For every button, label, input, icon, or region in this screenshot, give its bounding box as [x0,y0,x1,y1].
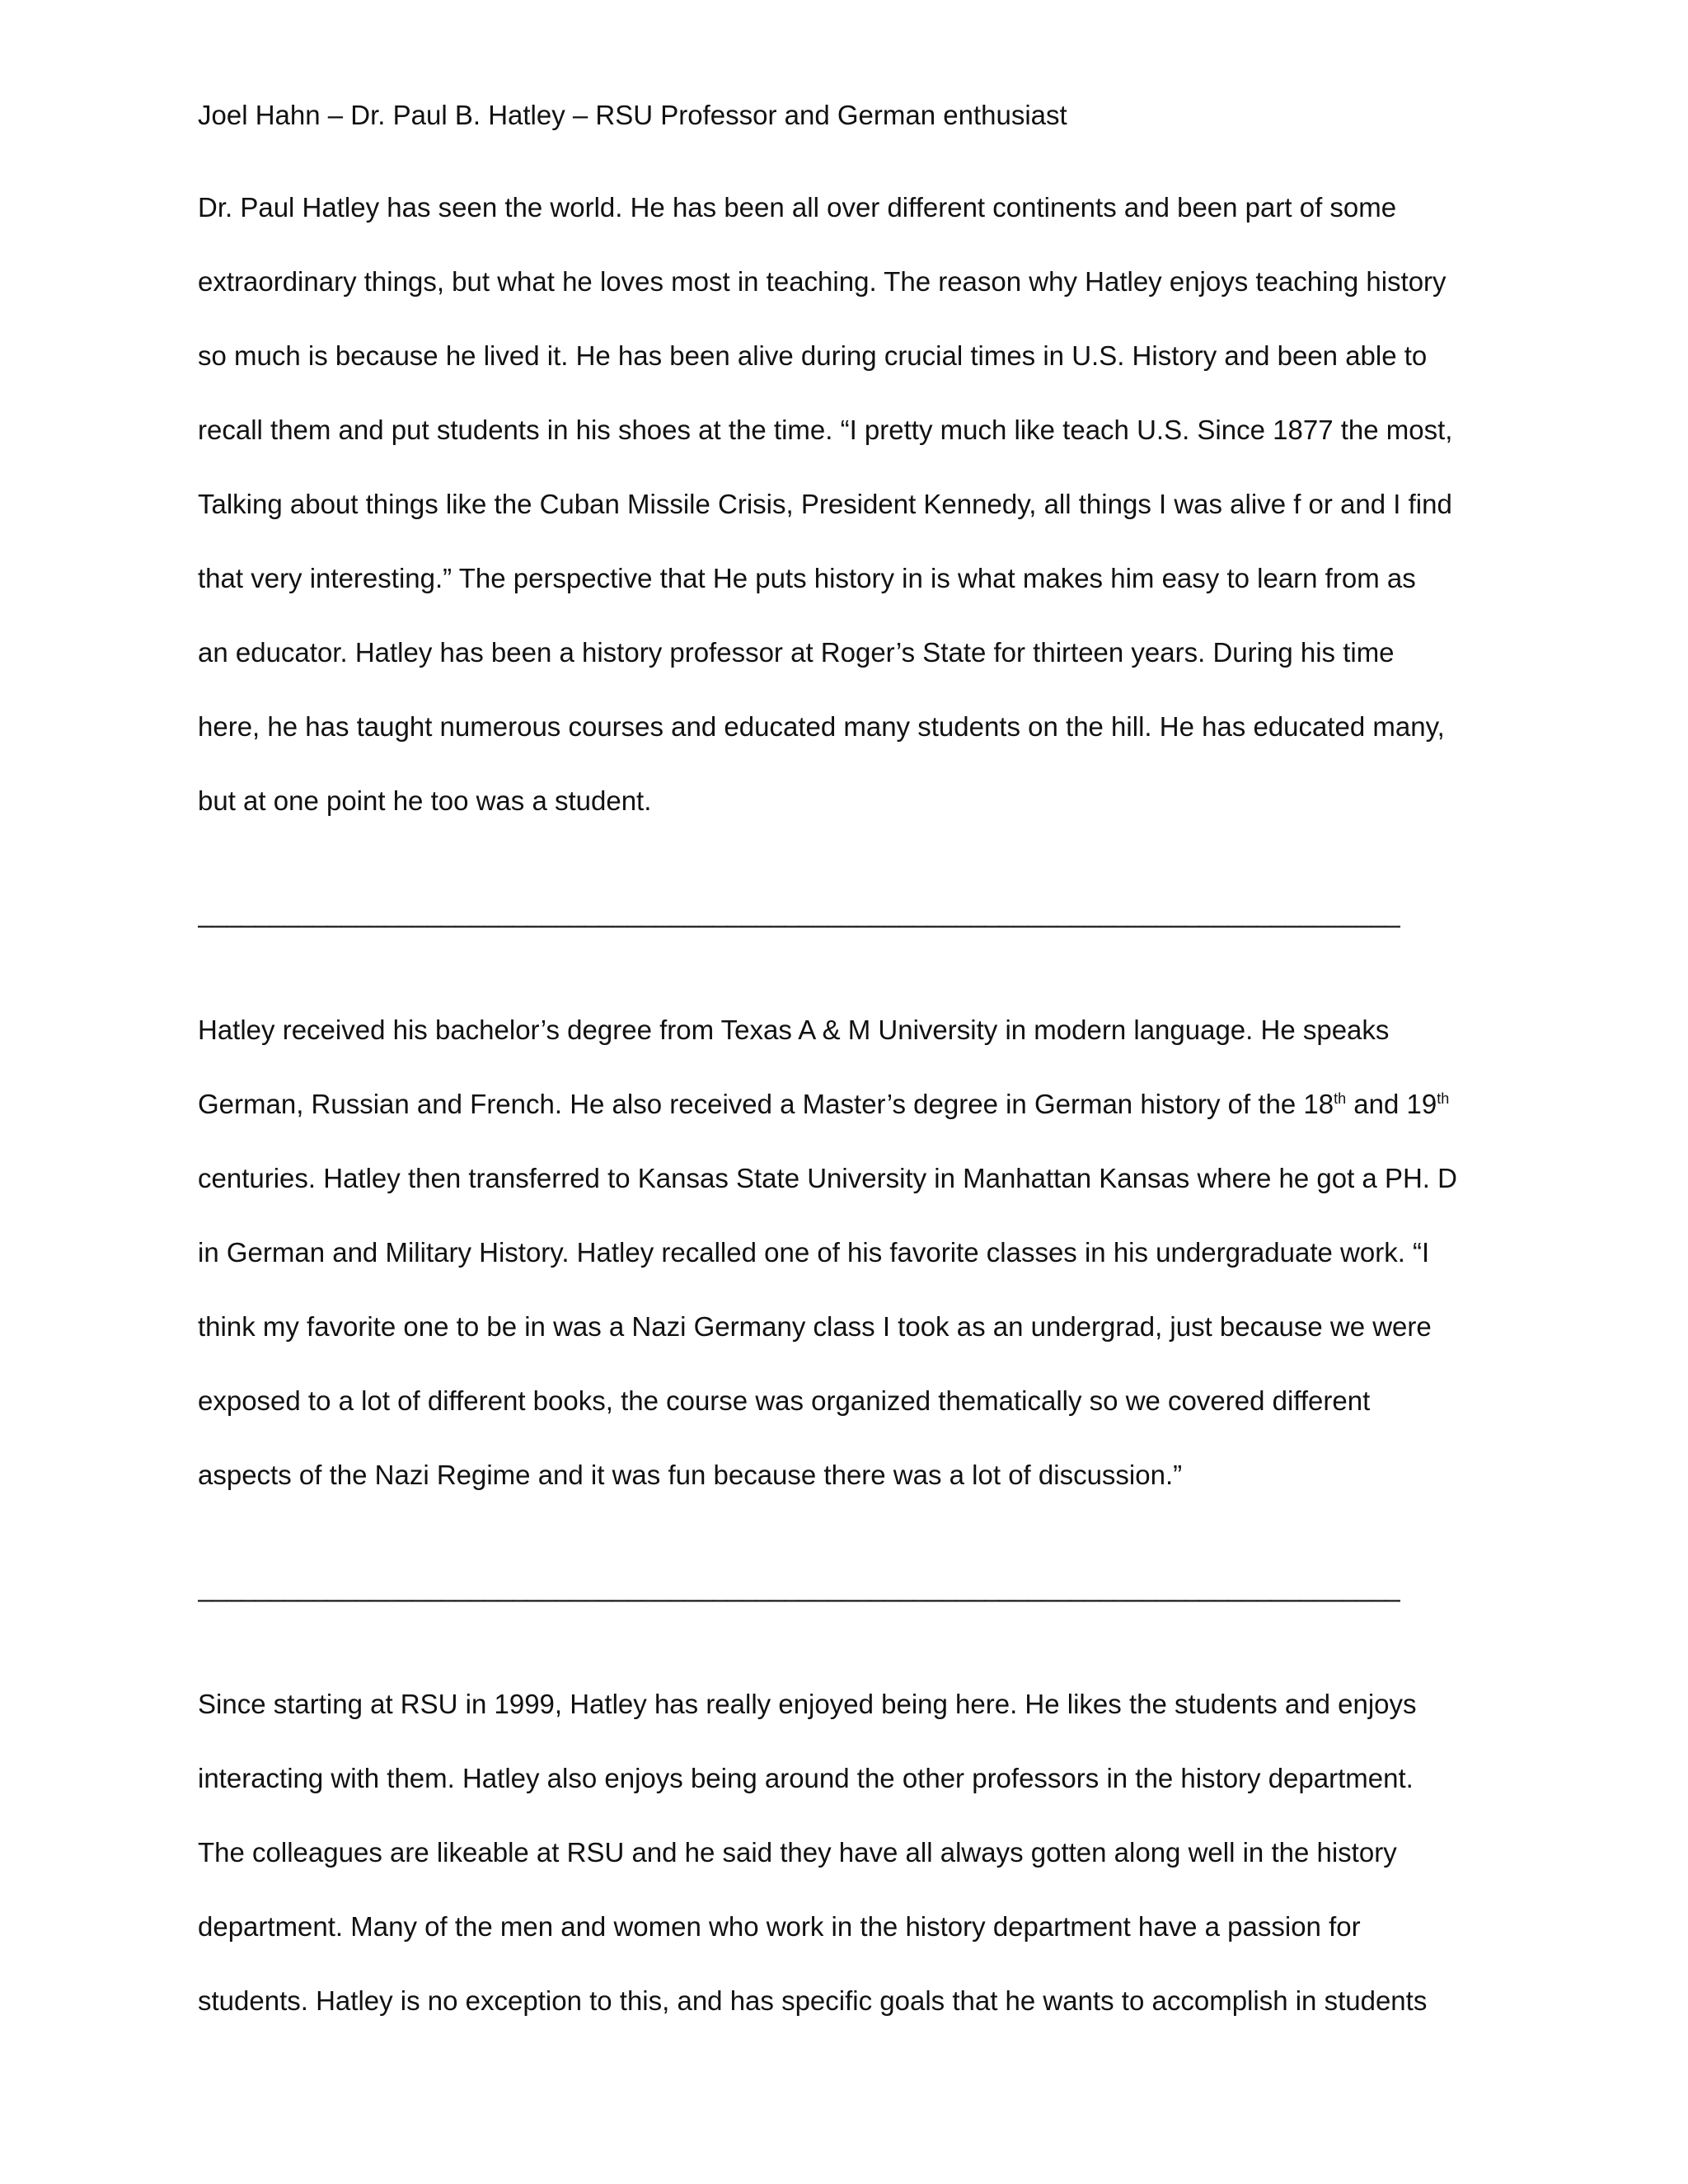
paragraph-line: centuries. Hatley then transferred to Kansas State University in Manhattan Kansas where he got a PH. D [198,1163,1457,1193]
paragraph-line: exposed to a lot of different books, the course was organized thematically so we covered different [198,1385,1371,1416]
paragraph-line: Dr. Paul Hatley has seen the world. He has been all over different continents and been part of some [198,192,1397,223]
paragraph-line: so much is because he lived it. He has been alive during crucial times in U.S. History and been able to [198,340,1428,371]
divider-rule: ____________________________________________________________________________________ [198,1572,1400,1602]
paragraph-line: here, he has taught numerous courses and educated many students on the hill. He has educated many, [198,711,1445,742]
paragraph-line: an educator. Hatley has been a history professor at Roger’s State for thirteen years. During his time [198,637,1395,668]
paragraph-line: Talking about things like the Cuban Missile Crisis, President Kennedy, all things I was alive f or and I find [198,489,1452,519]
ordinal-superscript: th [1437,1090,1450,1107]
paragraph-line: department. Many of the men and women who work in the history department have a passion for [198,1911,1361,1942]
paragraph-line: Since starting at RSU in 1999, Hatley has really enjoyed being here. He likes the students and enjoys [198,1689,1417,1719]
paragraph-line: interacting with them. Hatley also enjoys being around the other professors in the history department. [198,1763,1414,1793]
paragraph-line: think my favorite one to be in was a Nazi Germany class I took as an undergrad, just because we were [198,1311,1432,1342]
paragraph-line: extraordinary things, but what he loves most in teaching. The reason why Hatley enjoys teaching history [198,266,1447,297]
divider-rule: ____________________________________________________________________________________ [198,898,1400,928]
paragraph-line: students. Hatley is no exception to this, and has specific goals that he wants to accomplish in students [198,1985,1428,2016]
paragraph-2 [198,1010,1500,1529]
paragraph-1 [198,187,1500,855]
line-text: German, Russian and French. He also received a Master’s degree in German history of the 18 [198,1089,1334,1119]
paragraph-line-with-superscripts [198,1084,1500,1158]
paragraph-line: aspects of the Nazi Regime and it was fun because there was a lot of discussion.” [198,1460,1183,1490]
paragraph-line: in German and Military History. Hatley recalled one of his favorite classes in his undergraduate work. “I [198,1237,1430,1268]
paragraph-line: Hatley received his bachelor’s degree from Texas A & M University in modern language. He speaks [198,1015,1390,1045]
paragraph-line: The colleagues are likeable at RSU and he said they have all always gotten along well in the history [198,1837,1397,1868]
ordinal-superscript: th [1334,1090,1347,1107]
paragraph-3 [198,1684,1500,2055]
document-body [198,95,1500,2055]
paragraph-line: recall them and put students in his shoes at the time. “I pretty much like teach U.S. Since 1877 the most, [198,415,1453,445]
line-text: and 19 [1346,1089,1437,1119]
document-header: Joel Hahn – Dr. Paul B. Hatley – RSU Professor and German enthusiast [198,100,1067,130]
paragraph-line: but at one point he too was a student. [198,785,652,816]
paragraph-line: that very interesting.” The perspective that He puts history in is what makes him easy to learn from as [198,563,1416,593]
